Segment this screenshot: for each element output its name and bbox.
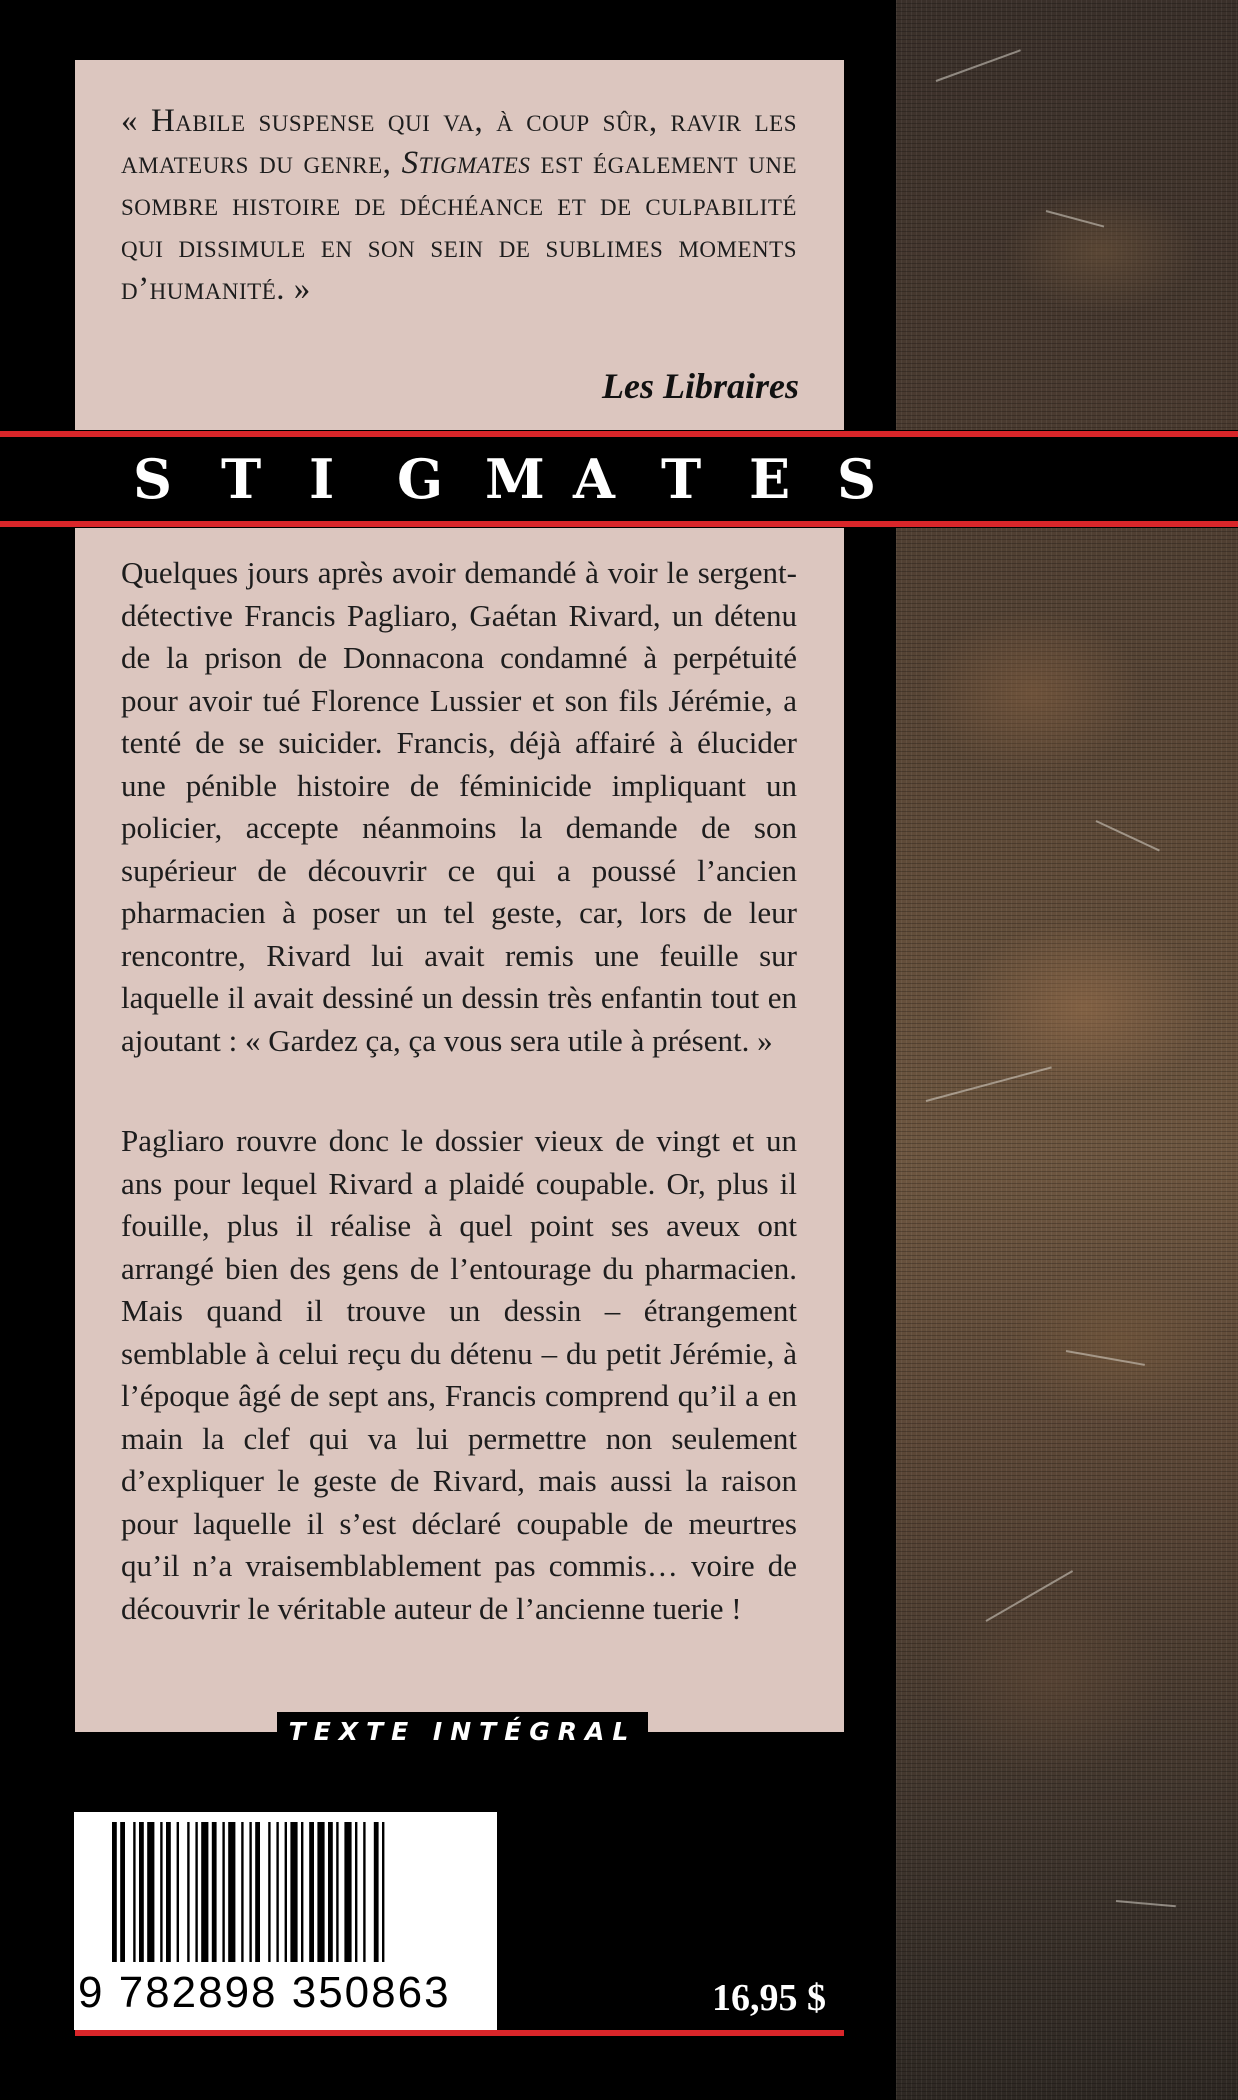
barcode-bar [344, 1822, 351, 1962]
synopsis-paragraph-2: Pagliaro rouvre donc le dossier vieux de vingt et un ans pour lequel Rivard a plaidé coupable. Or, plus il fouille, plus il réalise à quel point ses aveux ont arrangé bien des gens de l’entourage du pharmacien. Mais quand il trouve un dessin – étrangement semblable à celui reçu du détenu – du petit Jérémie, à l’époque âgé de sept ans, Francis comprend qu’il a en main la clef qui va lui permettre non seulement d’expliquer le geste de Rivard, mais aussi la raison pour laquelle il s’est déclaré coupable de meurtres qu’il n’a vraisemblablement pas commis… voire de découvrir le véritable auteur de l’ancienne tuerie ! [121, 1123, 797, 1626]
barcode-bar [139, 1822, 144, 1962]
barcode-bar [160, 1822, 162, 1962]
barcode-bar [120, 1822, 125, 1962]
title-letter: E [749, 447, 791, 511]
quote-text-part2: est également une sombre histoire de déchéance et de culpabilité qui dissimule en son sein de sublimes moments d’humanité. » [121, 145, 798, 307]
texture-scratch [1116, 1900, 1176, 1907]
texture-scratch [926, 1066, 1052, 1102]
title-letter: I [309, 447, 335, 511]
barcode-bar [363, 1822, 365, 1962]
barcode-bar [249, 1822, 251, 1962]
title-letter: S [837, 447, 876, 511]
barcode-bar [276, 1822, 278, 1962]
barcode-bar [317, 1822, 324, 1962]
quote-book-title: Stigmates [401, 145, 531, 181]
barcode-bar [112, 1822, 117, 1962]
barcode-bar [309, 1822, 314, 1962]
book-title [0, 437, 1238, 521]
synopsis-paragraph-1: Quelques jours après avoir demandé à voir le sergent-détective Francis Pagliaro, Gaétan Rivard, un détenu de la prison de Donnacona condamné à perpétuité pour avoir tué Florence Lussier et son fils Jérémie, a tenté de se suicider. Francis, déjà affairé à élucider une pénible histoire de féminicide impliquant un policier, accepte néanmoins la demande de son supérieur de découvrir ce qui a poussé l’ancien pharmacien à poser un tel geste, car, lors de leur rencontre, Rivard lui avait remis une feuille sur laquelle il avait dessiné un dessin très enfantin tout en ajoutant : « Gardez ça, ça vous sera utile à présent. » [121, 555, 797, 1058]
synopsis-panel [75, 528, 844, 1732]
edition-label: TEXTE INTÉGRAL [277, 1712, 648, 1752]
barcode-bar [355, 1822, 357, 1962]
barcode-bar [166, 1822, 171, 1962]
barcode-bar [177, 1822, 179, 1962]
barcode-bar [301, 1822, 303, 1962]
review-quote-panel [75, 60, 844, 430]
texture-scratch [936, 49, 1021, 82]
isbn-barcode [74, 1812, 497, 2030]
red-rule-bottom [0, 521, 1238, 527]
barcode-bar [201, 1822, 208, 1962]
title-letter: T [221, 447, 262, 511]
quote-source: Les Libraires [602, 366, 799, 406]
barcode-bar [187, 1822, 189, 1962]
title-letter: T [661, 447, 702, 511]
barcode-bar [268, 1822, 270, 1962]
title-letter: A [573, 447, 615, 511]
quote-text-part1: « Habile suspense qui va, à coup sûr, ravir les amateurs du genre, [121, 103, 797, 181]
barcode-bar [212, 1822, 217, 1962]
texture-scratch [1046, 210, 1104, 227]
review-quote [121, 100, 797, 310]
price: 16,95 $ [712, 1977, 826, 2019]
barcode-bar [133, 1822, 135, 1962]
barcode-bar [328, 1822, 333, 1962]
barcode-bar [290, 1822, 297, 1962]
barcode-bar [382, 1822, 384, 1962]
barcode-digits: 9 782898 350863 [78, 1968, 451, 2017]
barcode-bar [374, 1822, 379, 1962]
barcode-bar [147, 1822, 154, 1962]
barcode-bars [110, 1822, 462, 1962]
texture-scratch [986, 1570, 1074, 1622]
barcode-bar [241, 1822, 243, 1962]
red-rule-bottom-page [75, 2030, 844, 2036]
title-letter: M [485, 447, 545, 511]
textured-side-panel [896, 0, 1238, 2100]
title-letter: G [397, 447, 444, 511]
title-letter: S [133, 447, 172, 511]
texture-scratch [1066, 1350, 1145, 1366]
barcode-bar [222, 1822, 224, 1962]
barcode-bar [195, 1822, 197, 1962]
barcode-bar [255, 1822, 260, 1962]
barcode-bar [285, 1822, 287, 1962]
texture-scratch [1096, 820, 1160, 851]
barcode-bar [228, 1822, 235, 1962]
barcode-bar [336, 1822, 338, 1962]
